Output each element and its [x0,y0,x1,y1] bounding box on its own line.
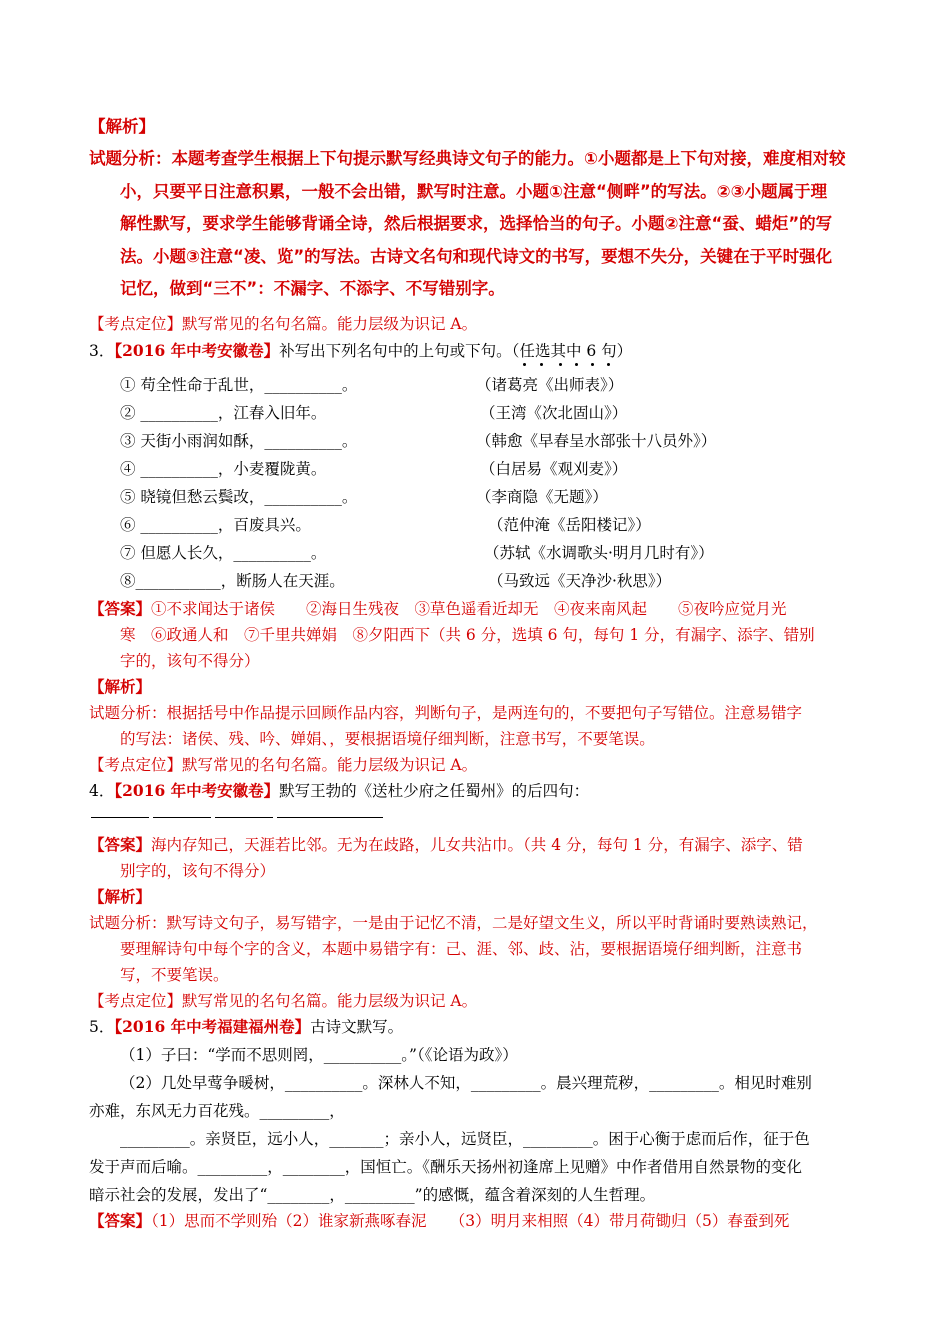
verse-item: ② __________，江春入旧年。 [120,404,327,422]
analysis-line: 写，不要笔误。 [120,966,229,984]
point-line: 【考点定位】默写常见的名句名篇。能力层级为识记 A。 [89,992,478,1010]
question-5-heading [89,1016,403,1038]
analysis-line: 解性默写，要求学生能够背诵全诗，然后根据要求，选择恰当的句子。小题②注意“蚕、蜡炬”的写 [120,214,833,233]
question-number: 4． [89,782,115,800]
verse-source: （王湾《次北固山》） [480,404,628,422]
verse-item: ⑤ 晓镜但愁云鬓改，__________。 [120,488,358,506]
emphasis-dotted-text: 任选其中 6 句 [519,342,616,360]
verse-item: ⑦ 但愿人长久，__________。 [120,544,327,562]
answer-line: 寒 ⑥政通人和 ⑦千里共婵娟 ⑧夕阳西下（共 6 分，选填 6 句，每句 1 分，有漏字、添字、错别 [120,626,815,644]
answer-label: 【答案】 [89,1211,152,1230]
verse-source: （范仲淹《岳阳楼记》） [488,516,651,534]
verse-item: ④ __________，小麦覆陇黄。 [120,460,327,478]
analysis-label: 【解析】 [89,677,152,696]
verse-source: （苏轼《水调歌头·明月几时有》） [484,544,714,562]
question-number: 5． [89,1018,115,1036]
question-prompt: 默写王勃的《送杜少府之任蜀州》的后四句： [279,782,590,800]
answer-label: 【答案】 [89,835,152,854]
question-line: （1）子曰：“学而不思则罔，__________。”（《论语为政》） [120,1046,518,1064]
answer-line: 别字的，该句不得分） [120,862,276,880]
verse-item: ① 苟全性命于乱世，__________。 [120,376,358,394]
analysis-line: 的写法：诸侯、残、吟、婵娟、，要根据语境仔细判断，注意书写，不要笔误。 [120,730,655,748]
verse-item: ⑥ __________，百废具兴。 [120,516,311,534]
question-3-heading: 3．【2016 年中考安徽卷】补写出下列名句中的上句或下句。（任选其中 6 句 ） [89,340,632,362]
analysis-label: 【解析】 [89,887,152,906]
question-prompt: 补写出下列名句中的上句或下句。（ [279,342,520,360]
question-line: 暗示社会的发展，发出了“________，_________”的感慨，蕴含着深刻的人生哲理。 [89,1186,656,1204]
answer-line: 【答案】（1）思而不学则殆（2）谁家新燕啄春泥 （3）明月来相照（4）带月荷锄归（5）春蚕到死 [89,1211,790,1230]
analysis-label: 【解析】 [89,117,155,136]
analysis-line: 记忆，做到“三不”：不漏字、不添字、不写错别字。 [120,279,505,298]
verse-item: ③ 天街小雨润如酥，__________。 [120,432,358,450]
question-line: （2）几处早莺争暖树，__________。深林人不知，_________。晨兴理荒秽，_________。相见时难别 [120,1074,812,1092]
point-line: 【考点定位】默写常见的名句名篇。能力层级为识记 A。 [89,315,478,333]
question-line: 亦难，东风无力百花残。_________， [89,1102,345,1120]
analysis-line: 要理解诗句中每个字的含义，本题中易错字有：己、涯、邻、歧、沾，要根据语境仔细判断，注意书 [120,940,803,958]
analysis-line: 小，只要平日注意积累，一般不会出错，默写时注意。小题①注意“侧畔”的写法。②③小题属于理 [120,182,828,201]
question-line: _________。亲贤臣，远小人，_______；亲小人，远贤臣，_________。困于心衡于虑而后作，征于色 [120,1130,810,1148]
verse-source: （诸葛亮《出师表》） [476,376,624,394]
answer-label: 【答案】 [89,599,152,618]
analysis-line: 法。小题③注意“凌、览”的写法。古诗文名句和现代诗文的书写，要想不失分，关键在于平时强化 [120,247,833,266]
question-4-heading [89,780,589,802]
question-line: 发于声而后喻。_________，________，国恒亡。《酬乐天扬州初逢席上见赠》中作者借用自然景物的变化 [89,1158,803,1176]
answer-line: 【答案】①不求闻达于诸侯 ②海日生残夜 ③草色遥看近却无 ④夜来南风起 ⑤夜吟应觉月光 [89,599,787,618]
question-prompt: 古诗文默写。 [310,1018,404,1036]
question-number: 3． [89,342,115,360]
analysis-line: 试题分析：根据括号中作品提示回顾作品内容，判断句子，是两连句的，不要把句子写错位。注意易错字 [89,704,803,722]
answer-line: 【答案】海内存知己，天涯若比邻。无为在歧路，儿女共沾巾。（共 4 分，每句 1 分，有漏字、添字、错 [89,835,803,854]
question-source: 【2016 年中考安徽卷】 [114,341,280,360]
question-source: 【2016 年中考安徽卷】 [114,781,280,800]
verse-source: （白居易《观刈麦》） [480,460,628,478]
verse-source: （李商隐《无题》） [476,488,608,506]
point-line: 【考点定位】默写常见的名句名篇。能力层级为识记 A。 [89,756,478,774]
answer-line: 字的，该句不得分） [120,652,260,670]
verse-item: ⑧___________，断肠人在天涯。 [120,572,345,590]
analysis-line: 试题分析：默写诗文句子，易写错字，一是由于记忆不清，二是好望文生义，所以平时背诵时要熟读熟记， [89,914,818,932]
verse-source: （马致远《天净沙·秋思》） [488,572,672,590]
analysis-line: 试题分析：本题考查学生根据上下句提示默写经典诗文句子的能力。①小题都是上下句对接，难度相对较 [89,149,846,168]
verse-source: （韩愈《早春呈水部张十八员外》） [476,432,717,450]
question-source: 【2016 年中考福建福州卷】 [114,1017,311,1036]
